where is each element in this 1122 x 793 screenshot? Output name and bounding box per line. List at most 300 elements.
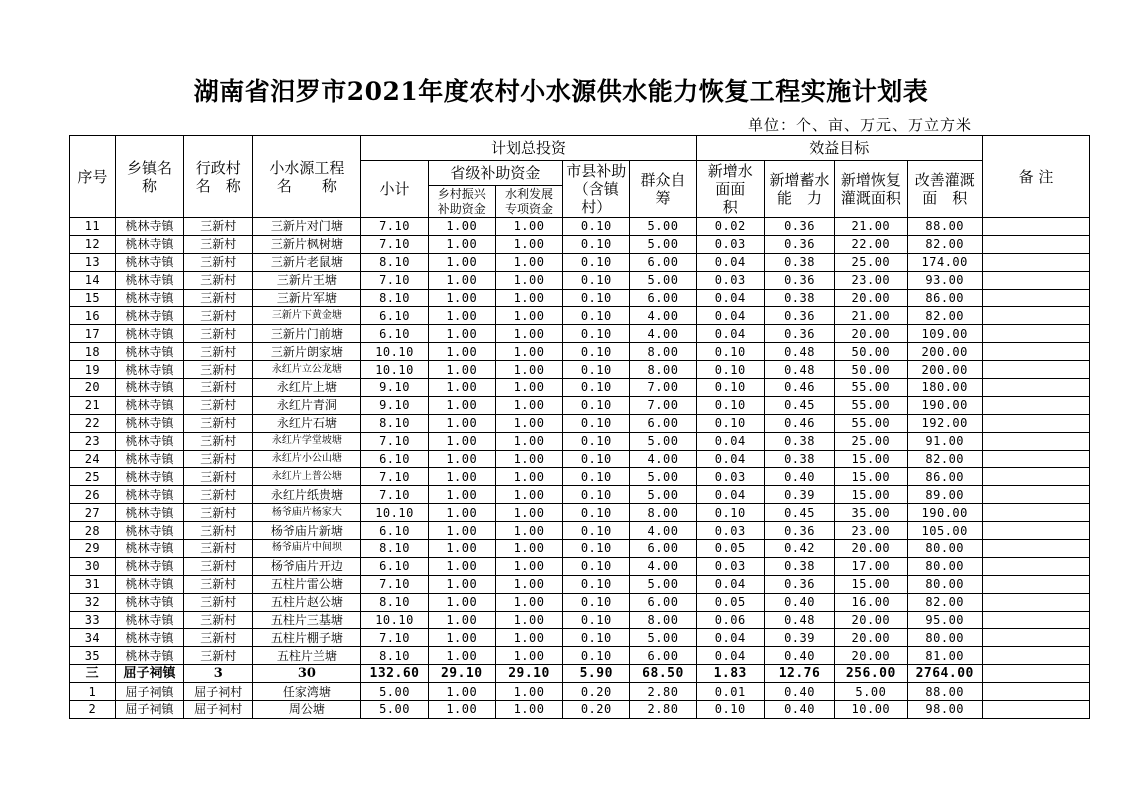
cell-area: 0.10 [696, 396, 764, 414]
cell-self: 7.00 [630, 396, 696, 414]
cell-note [982, 575, 1089, 593]
cell-project: 永红片小公山塘 [253, 450, 361, 468]
table-row [70, 379, 1090, 397]
cell-water: 1.00 [495, 575, 562, 593]
header-benefit: 效益目标 [696, 136, 982, 161]
cell-improve: 82.00 [907, 235, 982, 253]
cell-note [982, 343, 1089, 361]
cell-water: 1.00 [495, 504, 562, 522]
cell-no: 32 [70, 593, 116, 611]
cell-restore: 50.00 [835, 343, 907, 361]
cell-self: 5.00 [630, 468, 696, 486]
cell-rural: 1.00 [428, 629, 495, 647]
cell-county: 0.10 [563, 629, 630, 647]
cell-note [982, 450, 1089, 468]
cell-restore: 20.00 [835, 647, 907, 665]
cell-rural: 1.00 [428, 468, 495, 486]
cell-self: 5.00 [630, 575, 696, 593]
cell-restore: 5.00 [835, 683, 907, 701]
cell-project: 杨爷庙片开边 [253, 557, 361, 575]
cell-area: 1.83 [696, 665, 764, 683]
cell-rural: 1.00 [428, 307, 495, 325]
cell-rural: 1.00 [428, 486, 495, 504]
table-row [70, 271, 1090, 289]
cell-self: 6.00 [630, 289, 696, 307]
cell-town: 屈子祠镇 [115, 665, 183, 683]
cell-note [982, 432, 1089, 450]
cell-storage: 0.48 [764, 343, 834, 361]
cell-improve: 80.00 [907, 557, 982, 575]
cell-sub: 7.10 [361, 235, 428, 253]
cell-improve: 2764.00 [907, 665, 982, 683]
cell-village: 三新村 [184, 629, 253, 647]
cell-project: 三新片王塘 [253, 271, 361, 289]
cell-restore: 256.00 [835, 665, 907, 683]
cell-village: 三新村 [184, 271, 253, 289]
cell-area: 0.04 [696, 289, 764, 307]
table-row [70, 235, 1090, 253]
cell-storage: 0.36 [764, 522, 834, 540]
cell-no: 14 [70, 271, 116, 289]
cell-no: 29 [70, 540, 116, 558]
cell-project: 永红片青洞 [253, 396, 361, 414]
cell-improve: 105.00 [907, 522, 982, 540]
cell-no: 16 [70, 307, 116, 325]
cell-area: 0.10 [696, 343, 764, 361]
cell-note [982, 235, 1089, 253]
table-row [70, 522, 1090, 540]
header-seq: 序号 [70, 136, 116, 218]
cell-improve: 91.00 [907, 432, 982, 450]
cell-county: 0.10 [563, 450, 630, 468]
cell-sub: 7.10 [361, 218, 428, 236]
cell-county: 0.10 [563, 325, 630, 343]
cell-sub: 7.10 [361, 486, 428, 504]
cell-town: 桃林寺镇 [115, 504, 183, 522]
cell-note [982, 701, 1089, 719]
cell-self: 8.00 [630, 611, 696, 629]
cell-county: 0.10 [563, 307, 630, 325]
cell-note [982, 396, 1089, 414]
cell-storage: 0.48 [764, 361, 834, 379]
cell-sub: 6.10 [361, 522, 428, 540]
cell-restore: 20.00 [835, 325, 907, 343]
cell-county: 0.20 [563, 683, 630, 701]
cell-rural: 1.00 [428, 540, 495, 558]
header-provincial: 省级补助资金 [428, 161, 563, 186]
cell-sub: 7.10 [361, 629, 428, 647]
cell-improve: 95.00 [907, 611, 982, 629]
cell-sub: 8.10 [361, 414, 428, 432]
cell-storage: 0.42 [764, 540, 834, 558]
cell-no: 1 [70, 683, 116, 701]
cell-rural: 1.00 [428, 504, 495, 522]
cell-improve: 109.00 [907, 325, 982, 343]
cell-water: 1.00 [495, 701, 562, 719]
cell-town: 桃林寺镇 [115, 522, 183, 540]
cell-improve: 82.00 [907, 307, 982, 325]
header-water: 水利发展 专项资金 [495, 186, 562, 218]
cell-area: 0.03 [696, 235, 764, 253]
cell-rural: 1.00 [428, 557, 495, 575]
cell-no: 33 [70, 611, 116, 629]
unit-label: 单位：个、亩、万元、万立方米 [748, 116, 973, 134]
cell-improve: 190.00 [907, 396, 982, 414]
table-row [70, 468, 1090, 486]
cell-improve: 180.00 [907, 379, 982, 397]
cell-village: 三新村 [184, 593, 253, 611]
table-body [70, 218, 1090, 719]
table-row [70, 611, 1090, 629]
cell-self: 7.00 [630, 379, 696, 397]
cell-note [982, 289, 1089, 307]
cell-sub: 8.10 [361, 289, 428, 307]
cell-rural: 1.00 [428, 647, 495, 665]
cell-county: 0.10 [563, 611, 630, 629]
cell-village: 三新村 [184, 432, 253, 450]
cell-sub: 9.10 [361, 379, 428, 397]
header-rural: 乡村振兴 补助资金 [428, 186, 495, 218]
cell-project: 杨爷庙片新塘 [253, 522, 361, 540]
header-project: 小水源工程 名 称 [253, 136, 361, 218]
cell-water: 1.00 [495, 468, 562, 486]
cell-self: 6.00 [630, 540, 696, 558]
cell-storage: 0.40 [764, 593, 834, 611]
cell-self: 4.00 [630, 450, 696, 468]
cell-water: 1.00 [495, 593, 562, 611]
cell-town: 桃林寺镇 [115, 450, 183, 468]
cell-storage: 12.76 [764, 665, 834, 683]
cell-rural: 1.00 [428, 325, 495, 343]
cell-water: 1.00 [495, 557, 562, 575]
cell-area: 0.02 [696, 218, 764, 236]
cell-no: 12 [70, 235, 116, 253]
cell-area: 0.01 [696, 683, 764, 701]
cell-restore: 20.00 [835, 540, 907, 558]
cell-restore: 15.00 [835, 575, 907, 593]
cell-project: 五柱片兰塘 [253, 647, 361, 665]
cell-restore: 55.00 [835, 379, 907, 397]
cell-restore: 20.00 [835, 629, 907, 647]
cell-self: 6.00 [630, 647, 696, 665]
cell-county: 0.20 [563, 701, 630, 719]
cell-sub: 6.10 [361, 325, 428, 343]
page-title: 湖南省汨罗市2021年度农村小水源供水能力恢复工程实施计划表 [193, 77, 929, 106]
header-self: 群众自 筹 [630, 161, 696, 218]
cell-self: 5.00 [630, 235, 696, 253]
cell-improve: 86.00 [907, 468, 982, 486]
cell-town: 桃林寺镇 [115, 396, 183, 414]
cell-town: 桃林寺镇 [115, 557, 183, 575]
cell-town: 桃林寺镇 [115, 575, 183, 593]
cell-water: 1.00 [495, 253, 562, 271]
cell-project: 永红片石塘 [253, 414, 361, 432]
cell-note [982, 271, 1089, 289]
table-row [70, 683, 1090, 701]
cell-improve: 80.00 [907, 540, 982, 558]
cell-improve: 89.00 [907, 486, 982, 504]
cell-rural: 1.00 [428, 253, 495, 271]
cell-village: 三新村 [184, 343, 253, 361]
cell-note [982, 379, 1089, 397]
cell-rural: 1.00 [428, 396, 495, 414]
cell-restore: 23.00 [835, 271, 907, 289]
cell-no: 24 [70, 450, 116, 468]
cell-self: 2.80 [630, 701, 696, 719]
cell-self: 4.00 [630, 307, 696, 325]
cell-note [982, 540, 1089, 558]
cell-no: 2 [70, 701, 116, 719]
cell-area: 0.04 [696, 486, 764, 504]
cell-no: 17 [70, 325, 116, 343]
cell-town: 桃林寺镇 [115, 361, 183, 379]
table-row [70, 218, 1090, 236]
cell-village: 三新村 [184, 379, 253, 397]
cell-restore: 15.00 [835, 486, 907, 504]
cell-area: 0.03 [696, 468, 764, 486]
cell-no: 三 [70, 665, 116, 683]
cell-county: 5.90 [563, 665, 630, 683]
header-restore: 新增恢复 灌溉面积 [835, 161, 907, 218]
cell-rural: 1.00 [428, 575, 495, 593]
cell-no: 26 [70, 486, 116, 504]
table-row [70, 504, 1090, 522]
table-row [70, 450, 1090, 468]
table-row [70, 575, 1090, 593]
cell-improve: 81.00 [907, 647, 982, 665]
cell-village: 三新村 [184, 647, 253, 665]
table-row [70, 325, 1090, 343]
cell-area: 0.05 [696, 593, 764, 611]
cell-restore: 55.00 [835, 396, 907, 414]
cell-sub: 6.10 [361, 307, 428, 325]
cell-sub: 7.10 [361, 575, 428, 593]
cell-no: 18 [70, 343, 116, 361]
cell-town: 桃林寺镇 [115, 629, 183, 647]
cell-town: 桃林寺镇 [115, 271, 183, 289]
cell-sub: 10.10 [361, 504, 428, 522]
cell-improve: 86.00 [907, 289, 982, 307]
cell-note [982, 468, 1089, 486]
cell-county: 0.10 [563, 504, 630, 522]
cell-county: 0.10 [563, 253, 630, 271]
cell-storage: 0.46 [764, 379, 834, 397]
table-row [70, 432, 1090, 450]
table-row [70, 701, 1090, 719]
cell-no: 28 [70, 522, 116, 540]
cell-self: 68.50 [630, 665, 696, 683]
header-note: 备 注 [982, 136, 1089, 218]
cell-area: 0.04 [696, 575, 764, 593]
cell-project: 杨爷庙片中间坝 [253, 540, 361, 558]
cell-county: 0.10 [563, 486, 630, 504]
cell-sub: 7.10 [361, 271, 428, 289]
cell-self: 8.00 [630, 361, 696, 379]
cell-project: 30 [253, 665, 361, 683]
cell-project: 永红片立公龙塘 [253, 361, 361, 379]
cell-sub: 8.10 [361, 540, 428, 558]
cell-restore: 50.00 [835, 361, 907, 379]
cell-improve: 93.00 [907, 271, 982, 289]
header-improve: 改善灌溉 面 积 [907, 161, 982, 218]
cell-town: 桃林寺镇 [115, 540, 183, 558]
cell-area: 0.05 [696, 540, 764, 558]
cell-rural: 1.00 [428, 414, 495, 432]
cell-no: 20 [70, 379, 116, 397]
cell-note [982, 414, 1089, 432]
cell-village: 三新村 [184, 557, 253, 575]
cell-town: 桃林寺镇 [115, 343, 183, 361]
cell-storage: 0.40 [764, 468, 834, 486]
cell-rural: 1.00 [428, 218, 495, 236]
cell-village: 三新村 [184, 253, 253, 271]
cell-restore: 20.00 [835, 611, 907, 629]
cell-area: 0.03 [696, 557, 764, 575]
cell-storage: 0.36 [764, 575, 834, 593]
cell-town: 桃林寺镇 [115, 593, 183, 611]
cell-area: 0.04 [696, 629, 764, 647]
cell-restore: 10.00 [835, 701, 907, 719]
cell-storage: 0.39 [764, 629, 834, 647]
cell-water: 1.00 [495, 396, 562, 414]
cell-village: 三新村 [184, 414, 253, 432]
cell-project: 周公塘 [253, 701, 361, 719]
cell-note [982, 629, 1089, 647]
cell-restore: 15.00 [835, 468, 907, 486]
cell-restore: 55.00 [835, 414, 907, 432]
cell-village: 三新村 [184, 289, 253, 307]
cell-area: 0.10 [696, 361, 764, 379]
table-row [70, 343, 1090, 361]
cell-water: 1.00 [495, 414, 562, 432]
cell-water: 1.00 [495, 379, 562, 397]
cell-self: 4.00 [630, 557, 696, 575]
cell-village: 三新村 [184, 468, 253, 486]
cell-county: 0.10 [563, 557, 630, 575]
cell-county: 0.10 [563, 343, 630, 361]
cell-project: 永红片上普公塘 [253, 468, 361, 486]
cell-rural: 1.00 [428, 271, 495, 289]
cell-improve: 88.00 [907, 218, 982, 236]
table-row [70, 361, 1090, 379]
cell-sub: 132.60 [361, 665, 428, 683]
cell-area: 0.04 [696, 253, 764, 271]
table-row [70, 629, 1090, 647]
cell-town: 桃林寺镇 [115, 468, 183, 486]
cell-county: 0.10 [563, 540, 630, 558]
cell-sub: 5.00 [361, 683, 428, 701]
cell-village: 三新村 [184, 611, 253, 629]
cell-restore: 21.00 [835, 307, 907, 325]
cell-town: 桃林寺镇 [115, 307, 183, 325]
cell-water: 1.00 [495, 486, 562, 504]
cell-self: 5.00 [630, 271, 696, 289]
cell-restore: 20.00 [835, 289, 907, 307]
cell-no: 13 [70, 253, 116, 271]
cell-note [982, 307, 1089, 325]
header-village: 行政村 名 称 [184, 136, 253, 218]
cell-water: 1.00 [495, 325, 562, 343]
cell-town: 桃林寺镇 [115, 379, 183, 397]
cell-water: 1.00 [495, 522, 562, 540]
cell-water: 1.00 [495, 218, 562, 236]
cell-area: 0.04 [696, 432, 764, 450]
cell-note [982, 504, 1089, 522]
cell-note [982, 486, 1089, 504]
cell-self: 5.00 [630, 432, 696, 450]
cell-project: 五柱片赵公塘 [253, 593, 361, 611]
cell-water: 1.00 [495, 432, 562, 450]
cell-sub: 7.10 [361, 432, 428, 450]
cell-no: 19 [70, 361, 116, 379]
cell-improve: 80.00 [907, 575, 982, 593]
cell-project: 三新片对门塘 [253, 218, 361, 236]
header-subtotal: 小计 [361, 161, 428, 218]
cell-sub: 10.10 [361, 611, 428, 629]
cell-area: 0.04 [696, 307, 764, 325]
cell-project: 永红片学堂坡塘 [253, 432, 361, 450]
header-town: 乡镇名 称 [115, 136, 183, 218]
cell-rural: 1.00 [428, 432, 495, 450]
cell-county: 0.10 [563, 289, 630, 307]
table-row [70, 540, 1090, 558]
cell-water: 1.00 [495, 629, 562, 647]
cell-project: 三新片老鼠塘 [253, 253, 361, 271]
cell-area: 0.06 [696, 611, 764, 629]
cell-improve: 190.00 [907, 504, 982, 522]
cell-water: 1.00 [495, 647, 562, 665]
cell-project: 三新片军塘 [253, 289, 361, 307]
cell-village: 三新村 [184, 218, 253, 236]
cell-storage: 0.45 [764, 396, 834, 414]
cell-town: 桃林寺镇 [115, 289, 183, 307]
cell-sub: 7.10 [361, 468, 428, 486]
cell-area: 0.04 [696, 325, 764, 343]
cell-village: 三新村 [184, 235, 253, 253]
cell-note [982, 647, 1089, 665]
cell-no: 34 [70, 629, 116, 647]
cell-improve: 98.00 [907, 701, 982, 719]
cell-improve: 82.00 [907, 593, 982, 611]
table-row [70, 647, 1090, 665]
cell-improve: 174.00 [907, 253, 982, 271]
cell-storage: 0.38 [764, 432, 834, 450]
cell-village: 三新村 [184, 361, 253, 379]
cell-village: 三新村 [184, 522, 253, 540]
cell-self: 5.00 [630, 218, 696, 236]
cell-no: 15 [70, 289, 116, 307]
cell-note [982, 611, 1089, 629]
cell-self: 8.00 [630, 504, 696, 522]
header-county: 市县补助 （含镇 村） [563, 161, 630, 218]
header-storage: 新增蓄水 能 力 [764, 161, 834, 218]
cell-town: 桃林寺镇 [115, 235, 183, 253]
cell-sub: 8.10 [361, 647, 428, 665]
cell-county: 0.10 [563, 432, 630, 450]
cell-county: 0.10 [563, 271, 630, 289]
cell-village: 三新村 [184, 396, 253, 414]
cell-improve: 200.00 [907, 361, 982, 379]
cell-rural: 1.00 [428, 379, 495, 397]
cell-project: 三新片下黄金塘 [253, 307, 361, 325]
cell-village: 三新村 [184, 575, 253, 593]
cell-no: 25 [70, 468, 116, 486]
cell-rural: 1.00 [428, 683, 495, 701]
cell-no: 21 [70, 396, 116, 414]
cell-water: 1.00 [495, 235, 562, 253]
cell-no: 11 [70, 218, 116, 236]
cell-restore: 23.00 [835, 522, 907, 540]
